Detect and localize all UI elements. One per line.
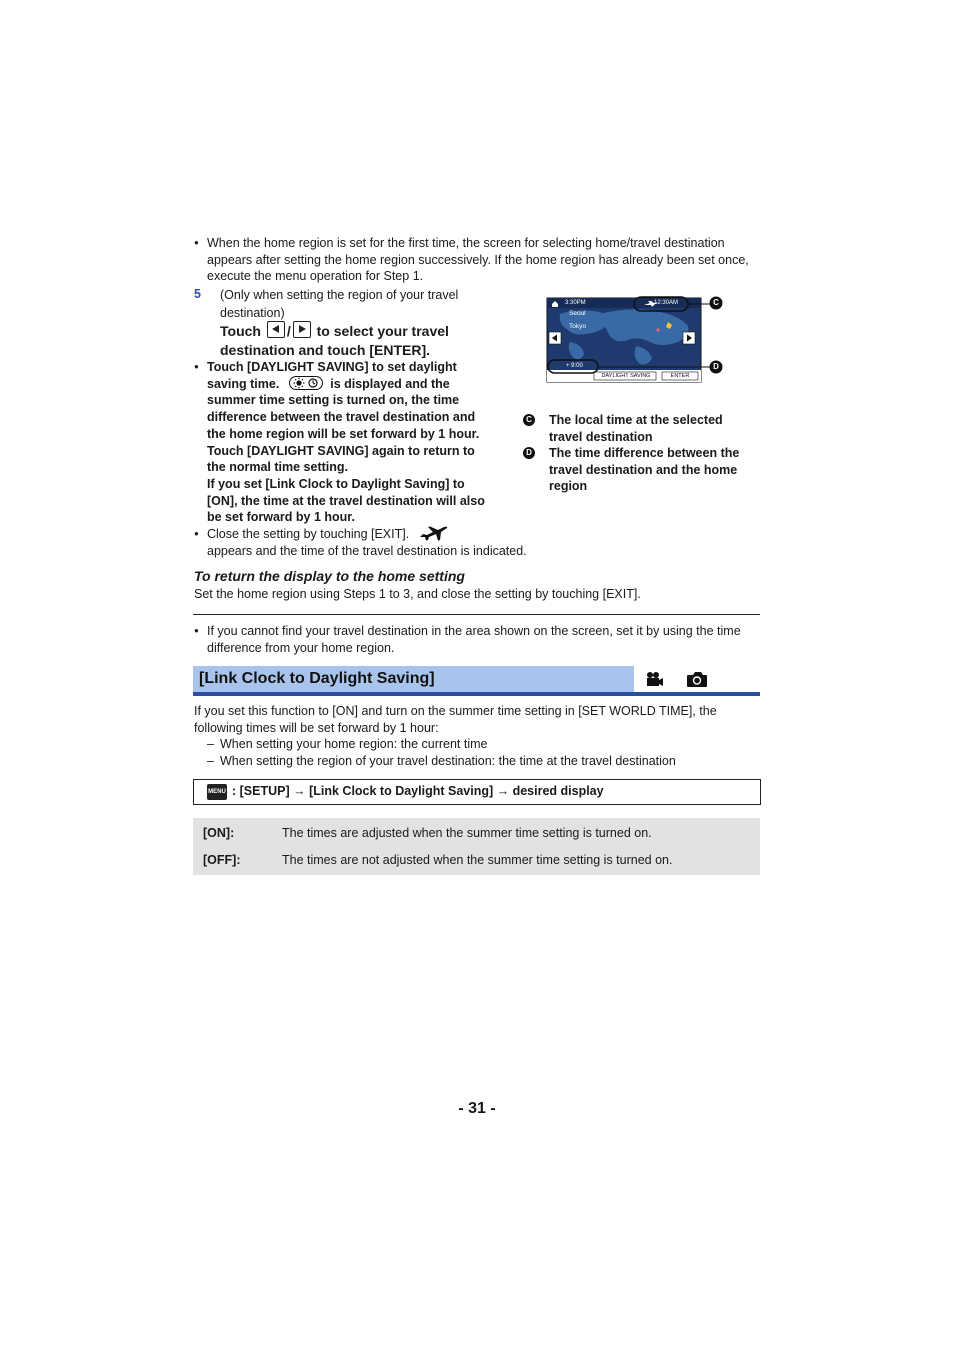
daylight-line9: [ON], the time at the travel destination will also (207, 493, 485, 508)
video-camera-icon (645, 671, 665, 687)
screen-time-difference: + 9:00 (566, 363, 583, 369)
legend-c-line1: The local time at the selected (549, 413, 723, 427)
dash-item-2: – When setting the region of your travel destination: the time at the travel destination (207, 753, 676, 768)
page-number: - 31 - (458, 1100, 496, 1117)
world-time-screen (540, 292, 730, 384)
return-heading: To return the display to the home setting (194, 568, 465, 584)
daylight-line10: be set forward by 1 hour. (207, 510, 355, 525)
link-body-line2: following times will be set forward by 1 hour: (194, 720, 439, 735)
return-body: Set the home region using Steps 1 to 3, and close the setting by touching [EXIT]. (194, 587, 641, 601)
daylight-line2 (207, 376, 507, 393)
slash: / (286, 323, 291, 339)
screen-city-tokyo: Tokyo (569, 323, 586, 330)
legend-d-line3: region (549, 479, 588, 494)
section-title: [Link Clock to Daylight Saving] (199, 670, 435, 687)
daylight-line7: the normal time setting. (207, 460, 348, 475)
action-rest: to select your travel (316, 323, 449, 339)
daylight-line2a: saving time. (207, 376, 280, 391)
dash-item-2-text: When setting the region of your travel destination: the time at the travel destination (220, 753, 676, 768)
step-condition (220, 286, 510, 322)
link-body (194, 703, 760, 769)
legend-d (522, 445, 752, 495)
airplane-icon (419, 525, 449, 541)
daylight-line8: If you set [Link Clock to Daylight Saving] to (207, 476, 465, 491)
intro-bullet (207, 235, 752, 285)
note-bullet-text: If you cannot find your travel destination in the area shown on the screen, set it by using the time difference from your home region. (207, 624, 741, 655)
menu-path: : [SETUP] → [Link Clock to Daylight Saving] → desired display (232, 784, 604, 798)
screen-daylight-saving-button: DAYLIGHT SAVING (601, 373, 651, 379)
screen-enter-button: ENTER (670, 373, 690, 379)
legend-c (522, 412, 752, 445)
option-on-key: [ON]: (203, 826, 235, 840)
screen-city-seoul: Seoul (569, 310, 586, 317)
legend-c-line2: travel destination (549, 429, 653, 444)
legend-d-line1: The time difference between the (549, 446, 740, 461)
legend-c-badge: C (523, 414, 535, 426)
legend-d-line2: travel destination and the home (549, 462, 738, 477)
divider-line (193, 614, 760, 615)
touch-word: Touch (220, 323, 261, 339)
daylight-line5: the home region will be set forward by 1 hour. (207, 426, 480, 441)
daylight-line3: summer time setting is turned on, the time (207, 393, 460, 408)
daylight-line2b: is displayed and the (330, 376, 450, 391)
daylight-saving-icon (289, 376, 323, 390)
option-off-desc: The times are not adjusted when the summer time setting is turned on. (282, 853, 673, 867)
close-bullet (207, 525, 557, 560)
step-number: 5 (194, 287, 201, 301)
option-off-key: [OFF]: (203, 853, 241, 867)
menu-icon: MENU (207, 784, 227, 800)
dash-item-1-text: When setting your home region: the current time (220, 737, 488, 752)
dash-item-1: – When setting your home region: the current time (207, 737, 488, 752)
step-condition-line1: (Only when setting the region of your travel (220, 288, 459, 302)
note-bullet (207, 623, 760, 656)
screen-travel-time: 12:30AM (654, 300, 679, 306)
options-table (193, 818, 760, 875)
section-header (193, 666, 760, 696)
legend-d-badge: D (523, 447, 535, 459)
daylight-line6: Touch [DAYLIGHT SAVING] again to return to (207, 443, 475, 458)
link-body-line1: If you set this function to [ON] and turn on the summer time setting in [SET WORLD TIME], the (194, 704, 717, 718)
daylight-bullet (207, 359, 507, 526)
action-line2: destination and touch [ENTER]. (220, 342, 430, 358)
still-camera-icon (686, 670, 708, 688)
option-on-desc: The times are adjusted when the summer time setting is turned on. (282, 826, 652, 840)
close-line1-wrap (207, 525, 557, 543)
left-arrow-icon (267, 321, 285, 338)
close-line2: appears and the time of the travel destination is indicated. (207, 544, 527, 558)
step-condition-line2: destination) (220, 306, 285, 320)
daylight-line1: ● Touch [DAYLIGHT SAVING] to set daylight (207, 360, 457, 374)
callout-c-label: C (713, 298, 719, 307)
legend (522, 412, 752, 495)
screen-home-time: 3:30PM (565, 300, 586, 306)
right-arrow-icon (293, 321, 311, 338)
menu-path-box (193, 779, 761, 805)
intro-bullet-text: When the home region is set for the first time, the screen for selecting home/travel destination appears after setting the home region successively. If the home region has already been set once, execute the menu operation for Step 1. (207, 236, 749, 284)
step-action (220, 321, 520, 360)
callout-d-label: D (713, 362, 719, 371)
close-line1: Close the setting by touching [EXIT]. (207, 527, 410, 541)
daylight-line4: difference between the travel destination and (207, 410, 476, 425)
